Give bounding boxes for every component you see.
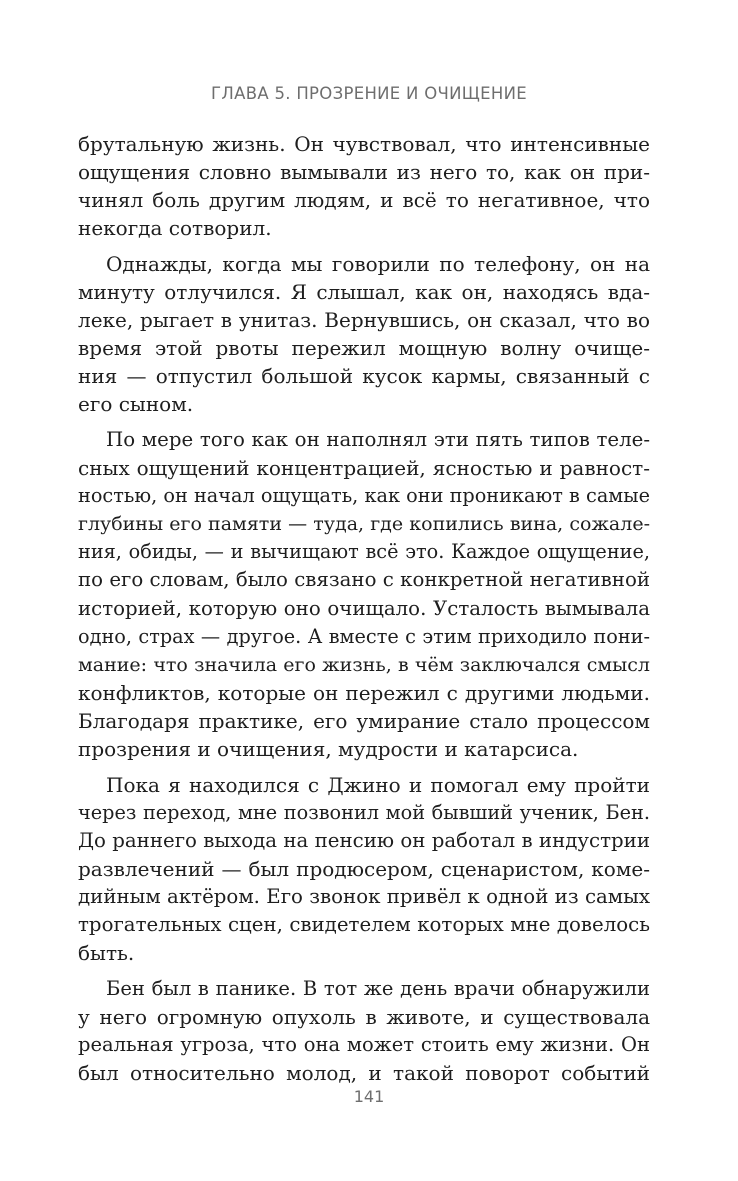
paragraph	[78, 130, 650, 242]
running-head: ГЛАВА 5. ПРОЗРЕНИЕ И ОЧИЩЕНИЕ	[211, 84, 527, 103]
text-line: Благодаря практике, его умирание стало процессом	[78, 708, 650, 733]
text-line: ния — отпустил большой кусок кармы, связанный с	[78, 364, 650, 389]
text-line: сных ощущений концентрацией, ясностью и равност-	[78, 456, 650, 481]
text-line: ния, обиды, — и вычищают всё это. Каждое ощущение,	[78, 540, 650, 564]
text-line: некогда сотворил.	[78, 216, 272, 241]
text-line: время этой рвоты пережил мощную волну очище-	[78, 336, 650, 361]
text-line: Однажды, когда мы говорили по телефону, он на	[106, 251, 650, 276]
text-line: ностью, он начал ощущать, как они проникают в самые	[78, 484, 650, 508]
text-line: историей, которую оно очищало. Усталость вымывала	[78, 596, 650, 620]
text-line: реальная угроза, что она может стоить ему жизни. Он	[78, 1032, 650, 1056]
text-line: ощущения словно вымывали из него то, как он при-	[78, 160, 650, 185]
text-line: До раннего выхода на пенсию он работал в индустрии	[78, 828, 650, 852]
paragraph	[78, 771, 650, 968]
text-line: конфликтов, которые он пережил с другими людьми.	[78, 680, 650, 705]
text-line: через переход, мне позвонил мой бывший ученик, Бен.	[78, 800, 650, 824]
text-line: леке, рыгает в унитаз. Вернувшись, он сказал, что во	[78, 308, 650, 333]
text-line: мание: что значила его жизнь, в чём заключался смысл	[78, 653, 650, 676]
text-line: быть.	[78, 941, 135, 966]
text-line: глубины его памяти — туда, где копились вина, сожале-	[78, 513, 650, 536]
text-line: прозрения и очищения, мудрости и катарсиса.	[78, 736, 579, 761]
text-line: по его словам, было связано с конкретной негативной	[78, 568, 650, 592]
text-line: По мере того как он наполнял эти пять типов теле-	[106, 427, 650, 451]
paragraph	[78, 250, 650, 419]
paragraph	[78, 426, 650, 763]
text-line: минуту отлучился. Я слышал, как он, находясь вда-	[78, 279, 650, 304]
text-line: чинял боль другим людям, и всё то негативное, что	[78, 188, 650, 213]
text-line: был относительно молод, и такой поворот событий	[78, 1061, 650, 1085]
text-line: дийным актёром. Его звонок привёл к одной из самых	[78, 884, 650, 908]
text-line: его сыном.	[78, 392, 194, 417]
body-text	[78, 130, 650, 1087]
text-line: Пока я находился с Джино и помогал ему пройти	[106, 772, 650, 797]
text-line: трогательных сцен, свидетелем которых мне довелось	[78, 913, 650, 937]
text-line: у него огромную опухоль в животе, и существовала	[78, 1004, 650, 1029]
text-line: брутальную жизнь. Он чувствовал, что интенсивные	[78, 132, 650, 156]
text-line: развлечений — был продюсером, сценаристом, коме-	[78, 856, 650, 881]
text-line: одно, страх — другое. А вместе с этим приходило пони-	[78, 624, 650, 648]
text-line: Бен был в панике. В тот же день врачи обнаружили	[106, 976, 650, 1000]
paragraph	[78, 975, 650, 1087]
page-number: 141	[353, 1087, 385, 1106]
